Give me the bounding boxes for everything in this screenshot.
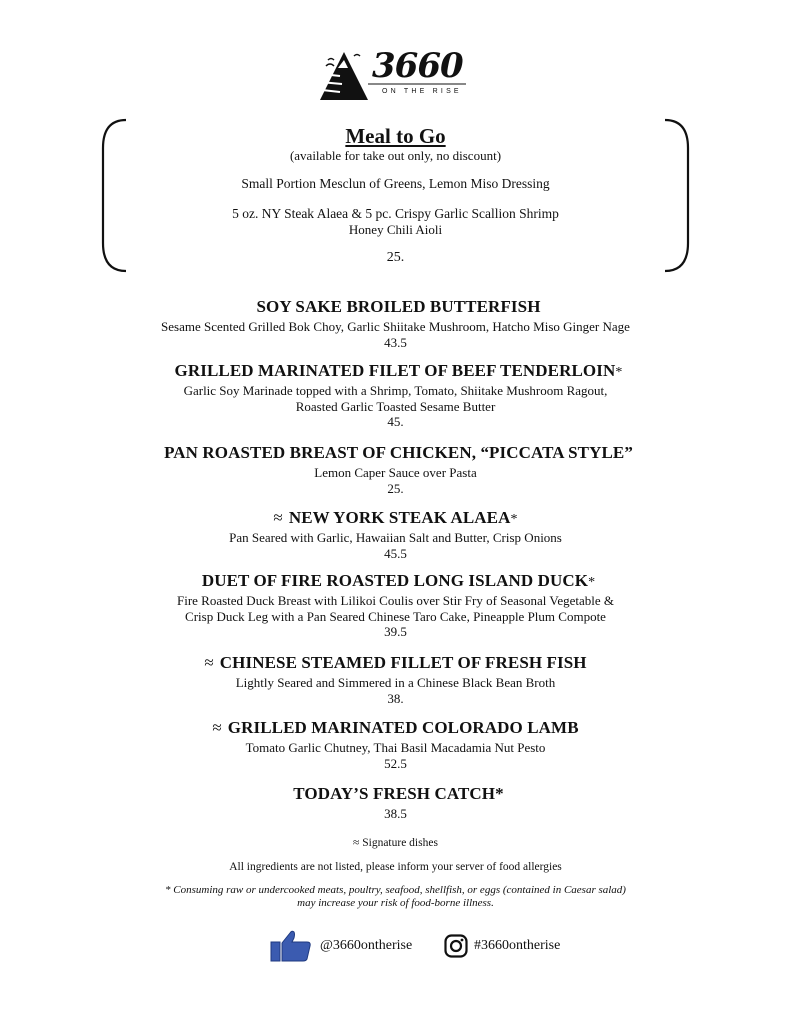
food-safety-warning-1: * Consuming raw or undercooked meats, poultry, seafood, shellfish, or eggs (contained in Caesar salad) (165, 884, 626, 896)
dish-item (0, 443, 791, 496)
dish-name: GRILLED MARINATED COLORADO LAMB (227, 718, 579, 737)
dish-name: SOY SAKE BROILED BUTTERFISH (256, 297, 541, 316)
instagram-link[interactable] (444, 926, 560, 966)
logo-text: 3660 (372, 46, 463, 86)
signature-mark: ≈ (212, 718, 222, 737)
raw-warning-mark: * (588, 575, 596, 590)
dish-price: 39.5 (384, 624, 407, 639)
dish-name: PAN ROASTED BREAST OF CHICKEN, “PICCATA STYLE” (164, 443, 633, 462)
dish-price: 45.5 (384, 545, 407, 561)
dish-title (0, 443, 791, 465)
meal-to-go-line-1: Small Portion Mesclun of Greens, Lemon Miso Dressing (241, 176, 550, 191)
dish-item (0, 361, 791, 430)
dish-title (0, 571, 791, 593)
logo-subtitle: ON THE RISE (382, 88, 462, 95)
dish-name: NEW YORK STEAK ALAEA (288, 508, 511, 527)
dish-description: Tomato Garlic Chutney, Thai Basil Macadamia Nut Pesto (245, 740, 546, 755)
dish-description: Crisp Duck Leg with a Pan Seared Chinese Taro Cake, Pineapple Plum Compote (185, 608, 606, 624)
dish-item (0, 508, 791, 561)
dish-price: 43.5 (384, 334, 407, 350)
facebook-handle[interactable]: @3660ontherise (320, 938, 413, 953)
dish-description: Lemon Caper Sauce over Pasta (314, 465, 477, 480)
facebook-link[interactable] (270, 926, 412, 966)
dish-description: Garlic Soy Marinade topped with a Shrimp, Tomato, Shiitake Mushroom Ragout, (183, 383, 608, 398)
dish-description: Pan Seared with Garlic, Hawaiian Salt and Butter, Crisp Onions (229, 530, 562, 545)
dish-title (0, 297, 791, 319)
dish-item (0, 718, 791, 771)
dish-price: 52.5 (384, 755, 407, 771)
dish-item (0, 653, 791, 706)
dish-price: 25. (387, 480, 404, 496)
dish-title (0, 718, 791, 740)
meal-to-go-note: (available for take out only, no discount) (289, 148, 502, 163)
dish-description: Lightly Seared and Simmered in a Chinese Black Bean Broth (235, 675, 556, 690)
raw-warning-mark: * (615, 365, 623, 380)
signature-mark: ≈ (273, 508, 283, 527)
dish-title (0, 653, 791, 675)
allergy-note: All ingredients are not listed, please inform your server of food allergies (229, 861, 562, 873)
dish-name: DUET OF FIRE ROASTED LONG ISLAND DUCK (201, 571, 589, 590)
meal-to-go-price: 25. (386, 250, 405, 265)
dish-item (0, 784, 791, 822)
dish-title (0, 784, 791, 806)
meal-to-go-section (100, 118, 691, 273)
restaurant-logo (318, 46, 468, 104)
dish-title (0, 508, 791, 530)
signature-mark: ≈ (204, 653, 214, 672)
signature-dishes-note: ≈ Signature dishes (353, 837, 438, 849)
food-safety-warning-2: may increase your risk of food-borne illness. (297, 897, 494, 909)
dish-name: TODAY’S FRESH CATCH* (293, 784, 504, 803)
meal-to-go-title: Meal to Go (345, 124, 446, 148)
dish-item (0, 297, 791, 350)
instagram-icon (444, 934, 468, 958)
raw-warning-mark: * (510, 512, 518, 527)
meal-to-go-line-2: 5 oz. NY Steak Alaea & 5 pc. Crispy Garlic Scallion Shrimp (232, 206, 559, 221)
instagram-handle[interactable]: #3660ontherise (474, 938, 561, 953)
facebook-like-icon (270, 929, 312, 963)
dish-description: Roasted Garlic Toasted Sesame Butter (295, 398, 496, 414)
dish-name: GRILLED MARINATED FILET OF BEEF TENDERLOIN (174, 361, 616, 380)
dish-price: 38.5 (384, 806, 407, 821)
dish-price: 38. (387, 690, 404, 706)
dish-item (0, 571, 791, 640)
dish-description: Sesame Scented Grilled Bok Choy, Garlic Shiitake Mushroom, Hatcho Miso Ginger Nage (161, 319, 630, 334)
dish-price: 45. (387, 414, 404, 429)
dish-description: Fire Roasted Duck Breast with Lilikoi Coulis over Stir Fry of Seasonal Vegetable & (176, 593, 614, 608)
meal-to-go-line-3: Honey Chili Aioli (348, 222, 443, 237)
dish-title (0, 361, 791, 383)
dish-name: CHINESE STEAMED FILLET OF FRESH FISH (219, 653, 587, 672)
